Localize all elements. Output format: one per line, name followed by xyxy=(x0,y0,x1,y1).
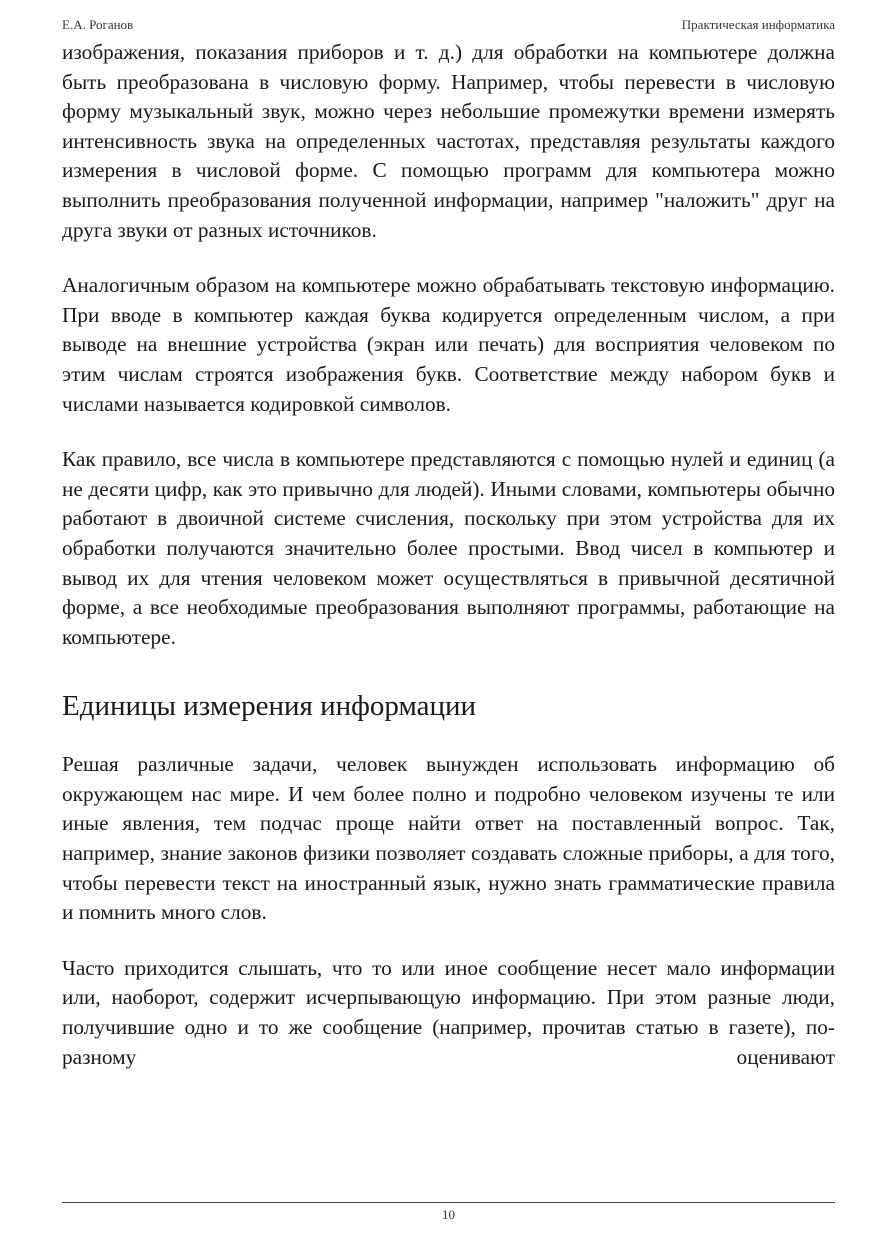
paragraph-message-information: Часто приходится слышать, что то или иное сообщение несет мало информации или, наоборот, содержит исчерпывающую информацию. При этом разные люди, получившие одно и то же сообщение (например, прочитав статью в газете), по-разному оценивают xyxy=(62,955,835,1069)
paragraph-text-encoding: Аналогичным образом на компьютере можно обрабатывать текстовую информацию. При вводе в компьютер каждая буква кодируется определенным числом, а при выводе на внешние устройства (экран или печать) для восприятия человеком по этим числам строятся изображения букв. Соответствие между набором букв и числами называется кодировкой символов. xyxy=(62,273,835,416)
footer-divider xyxy=(62,1202,835,1203)
header-author: Е.А. Роганов xyxy=(62,17,134,32)
document-page xyxy=(62,0,835,1241)
paragraph-information-use: Решая различные задачи, человек вынужден использовать информацию об окружающем нас мире. И чем более полно и подробно человеком изучены те или иные явления, тем подчас проще найти ответ на поставленный вопрос. Так, например, знание законов физики позволяет создавать сложные приборы, а для того, чтобы перевести текст на иностранный язык, нужно знать грамматические правила и помнить много слов. xyxy=(62,752,835,925)
page-number: 10 xyxy=(442,1207,455,1222)
paragraph-binary-system: Как правило, все числа в компьютере представляются с помощью нулей и единиц (а не десяти цифр, как это привычно для людей). Иными словами, компьютеры обычно работают в двоичной системе счисления, поскольку при этом устройства для их обработки получаются значительно более простыми. Ввод чисел в компьютер и вывод их для чтения человеком может осуществляться в привычной десятичной форме, а все необходимые преобразования выполняют программы, работающие на компьютере. xyxy=(62,447,835,649)
section-heading: Единицы измерения информации xyxy=(62,690,477,723)
header-book-title: Практическая информатика xyxy=(681,17,835,32)
page-content xyxy=(62,38,835,1072)
paragraph-continuation: изображения, показания приборов и т. д.) для обработки на компьютере должна быть преобразована в числовую форму. Например, чтобы перевести в числовую форму музыкальный звук, можно через небольшие промежутки времени измерять интенсивность звука на определенных частотах, представляя результаты каждого измерения в числовой форме. С помощью программ для компьютера можно выполнить преобразования полученной информации, например "наложить" друг на друга звуки от разных источников. xyxy=(62,40,835,242)
